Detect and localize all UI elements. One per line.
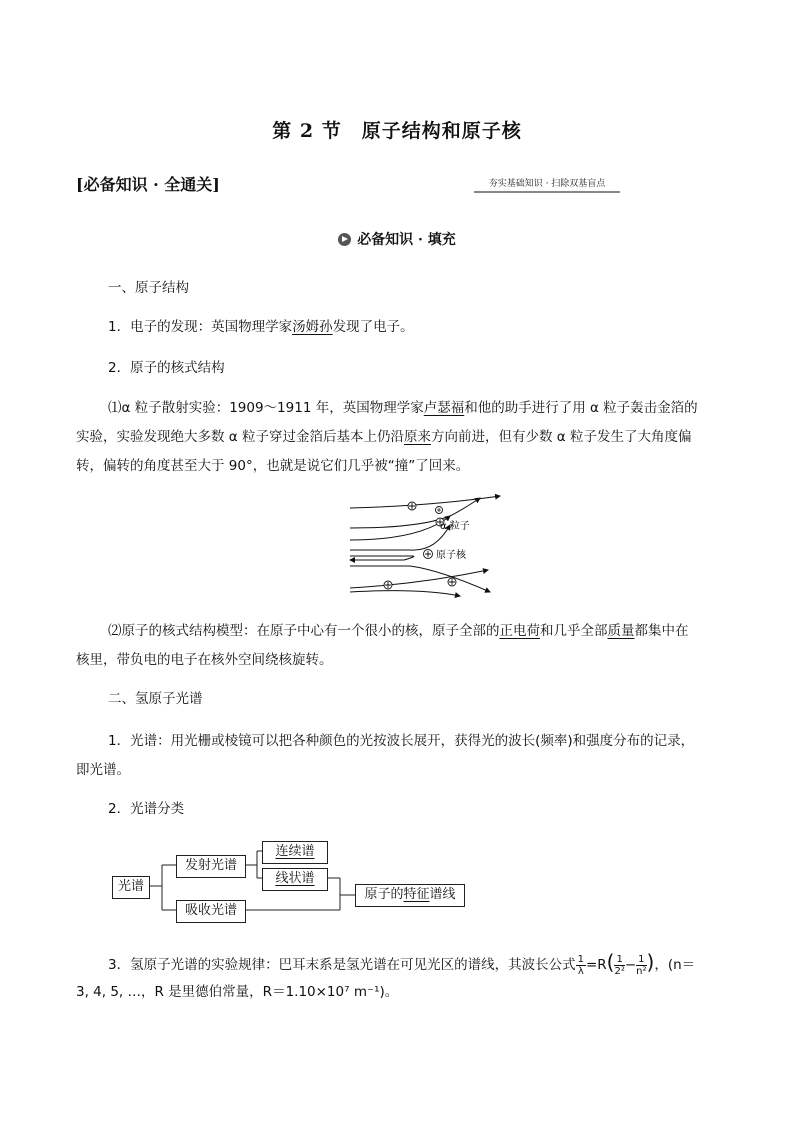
section-header: [必备知识 · 全通关]	[76, 175, 220, 194]
play-icon	[338, 233, 351, 246]
line: 即光谱。	[76, 762, 130, 778]
path-backscatter	[350, 556, 414, 560]
item-spectrum-classification: 2．光谱分类	[108, 801, 185, 817]
line	[108, 394, 728, 423]
box-emission-spectrum: 发射光谱	[176, 855, 246, 878]
text: ⑴α 粒子散射实验：1909～1911 年，英国物理学家	[108, 400, 424, 416]
box-absorption-spectrum: 吸收光谱	[176, 900, 246, 923]
fraction-1-over-2sq	[614, 954, 624, 977]
text: 方向前进，但有少数 α 粒子发生了大角度偏	[430, 429, 692, 445]
section-banner: 夯实基础知识 · 扫除双基盲点	[474, 177, 620, 193]
paragraph-nuclear-model	[76, 617, 728, 675]
page-title: 第 2 节 原子结构和原子核	[272, 120, 522, 142]
path-5	[350, 566, 490, 592]
paragraph-spectrum	[76, 727, 748, 785]
answer-rutherford: 卢瑟福	[423, 400, 465, 416]
fraction-1-over-lambda	[576, 954, 586, 977]
text: ⑵原子的核式结构模型：在原子中心有一个很小的核，原子全部的	[108, 623, 500, 639]
line	[108, 617, 728, 646]
line: 1．光谱：用光栅或棱镜可以把各种颜色的光按波长展开，获得光的波长(频率)和强度分布的记录，	[108, 733, 695, 749]
text: 谱线	[429, 887, 456, 902]
part2-heading: 二、氢原子光谱	[108, 691, 203, 707]
line: 转，偏转的角度甚至大于 90°，也就是说它们几乎被“撞”了回来。	[76, 458, 470, 474]
box-line-spectrum	[262, 868, 328, 891]
answer-characteristic: 特征	[403, 887, 430, 902]
alpha-scattering-diagram	[340, 492, 520, 604]
text: =R	[585, 957, 607, 973]
text: 实验，实验发现绝大多数 α 粒子穿过金箔后基本上仍沿	[76, 429, 404, 445]
text: 发现了电子。	[332, 319, 414, 335]
item-nuclear-structure-heading: 2．原子的核式结构	[108, 360, 225, 376]
numerator: 1	[616, 953, 623, 965]
box-continuous-spectrum	[262, 841, 328, 864]
text: ，(n＝	[654, 957, 696, 973]
line: 3, 4, 5, …，R 是里德伯常量，R＝1.10×10⁷ m⁻¹)。	[76, 984, 399, 1000]
denominator: 2²	[614, 965, 625, 977]
part1-heading: 一、原子结构	[108, 280, 189, 296]
denominator: n²	[636, 965, 647, 977]
paragraph-balmer	[76, 948, 748, 1007]
text: 1．电子的发现：英国物理学家	[108, 319, 293, 335]
numerator: 1	[638, 953, 645, 965]
alpha-particles	[384, 502, 456, 589]
particle-paths	[350, 496, 500, 596]
denominator: λ	[577, 965, 584, 977]
path-top	[350, 496, 500, 508]
paren-close: )	[646, 950, 655, 974]
alpha-label: α 粒子	[440, 521, 470, 532]
path-6	[350, 570, 488, 588]
answer-line: 线状谱	[275, 871, 315, 886]
answer-mass: 质量	[607, 623, 635, 639]
text: 原子的	[364, 887, 404, 902]
path-bottom	[350, 591, 460, 596]
answer-continuous: 连续谱	[275, 844, 315, 859]
numerator: 1	[577, 953, 584, 965]
text: 3．氢原子光谱的实验规律：巴耳末系是氢光谱在可见光区的谱线，其波长公式	[108, 957, 576, 973]
text: 和几乎全部	[540, 623, 608, 639]
subsection-title	[0, 229, 794, 249]
item-electron-discovery	[108, 313, 414, 342]
fraction-1-over-nsq	[636, 954, 646, 977]
paragraph-alpha-scattering	[76, 394, 728, 481]
box-spectrum: 光谱	[112, 876, 150, 899]
answer-thomson: 汤姆孙	[292, 319, 333, 335]
answer-positive-charge: 正电荷	[499, 623, 540, 639]
paren-open: (	[606, 950, 615, 974]
text: 和他的助手进行了用 α 粒子轰击金箔的	[464, 400, 698, 416]
line: 核里，带负电的电子在核外空间绕核旋转。	[76, 652, 333, 668]
answer-original-direction: 原来	[403, 429, 431, 445]
path-4	[350, 525, 450, 550]
box-characteristic-lines	[355, 884, 465, 907]
nucleus-label: 原子核	[436, 550, 466, 561]
subsection-title-text: 必备知识 · 填充	[357, 232, 456, 248]
text: −	[624, 957, 637, 973]
line	[108, 948, 748, 980]
line	[76, 423, 728, 452]
text: 都集中在	[634, 623, 689, 639]
